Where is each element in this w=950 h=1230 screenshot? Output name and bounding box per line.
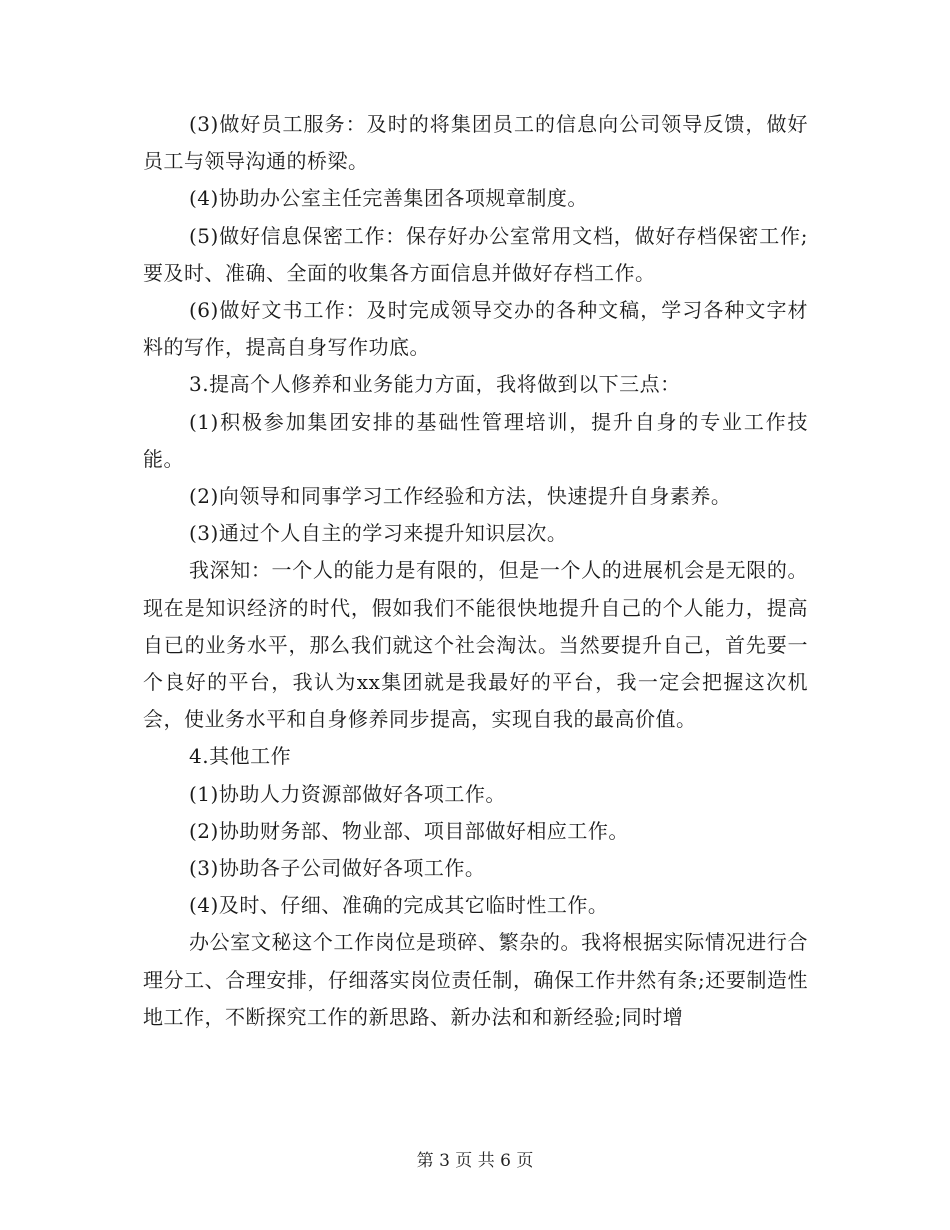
paragraph: (3)做好员工服务：及时的将集团员工的信息向公司领导反馈，做好员工与领导沟通的桥梁。	[143, 112, 808, 174]
paragraph: (4)及时、仔细、准确的完成其它临时性工作。	[189, 893, 609, 918]
section-heading: 3.提高个人修养和业务能力方面，我将做到以下三点：	[189, 372, 681, 397]
paragraph: (3)通过个人自主的学习来提升知识层次。	[189, 521, 568, 546]
page-footer: 第 3 页 共 6 页	[416, 1151, 534, 1171]
paragraph: (2)协助财务部、物业部、项目部做好相应工作。	[189, 818, 629, 843]
paragraph: 办公室文秘这个工作岗位是琐碎、繁杂的。我将根据实际情况进行合理分工、合理安排，仔细落实岗位责任制，确保工作井然有条;还要制造性地工作，不断探究工作的新思路、新办法和和新经验;同时增	[143, 930, 808, 1029]
document-body	[143, 106, 808, 1036]
paragraph: (3)协助各子公司做好各项工作。	[189, 856, 486, 881]
paragraph: (1)协助人力资源部做好各项工作。	[189, 781, 506, 806]
paragraph: (4)协助办公室主任完善集团各项规章制度。	[189, 186, 588, 211]
paragraph: (2)向领导和同事学习工作经验和方法，快速提升自身素养。	[189, 484, 732, 509]
section-heading: 4.其他工作	[189, 744, 292, 769]
paragraph: (1)积极参加集团安排的基础性管理培训，提升自身的专业工作技能。	[143, 409, 808, 471]
paragraph: (6)做好文书工作：及时完成领导交办的各种文稿，学习各种文字材料的写作，提高自身写作功底。	[143, 298, 808, 360]
paragraph: (5)做好信息保密工作：保存好办公室常用文档，做好存档保密工作;要及时、准确、全面的收集各方面信息并做好存档工作。	[143, 223, 808, 285]
paragraph: 我深知：一个人的能力是有限的，但是一个人的进展机会是无限的。现在是知识经济的时代，假如我们不能很快地提升自己的个人能力，提高自已的业务水平，那么我们就这个社会淘汰。当然要提升自己，首先要一个良好的平台，我认为xx集团就是我最好的平台，我一定会把握这次机会，使业务水平和自身修养同步提高，实现自我的最高价值。	[143, 558, 808, 732]
